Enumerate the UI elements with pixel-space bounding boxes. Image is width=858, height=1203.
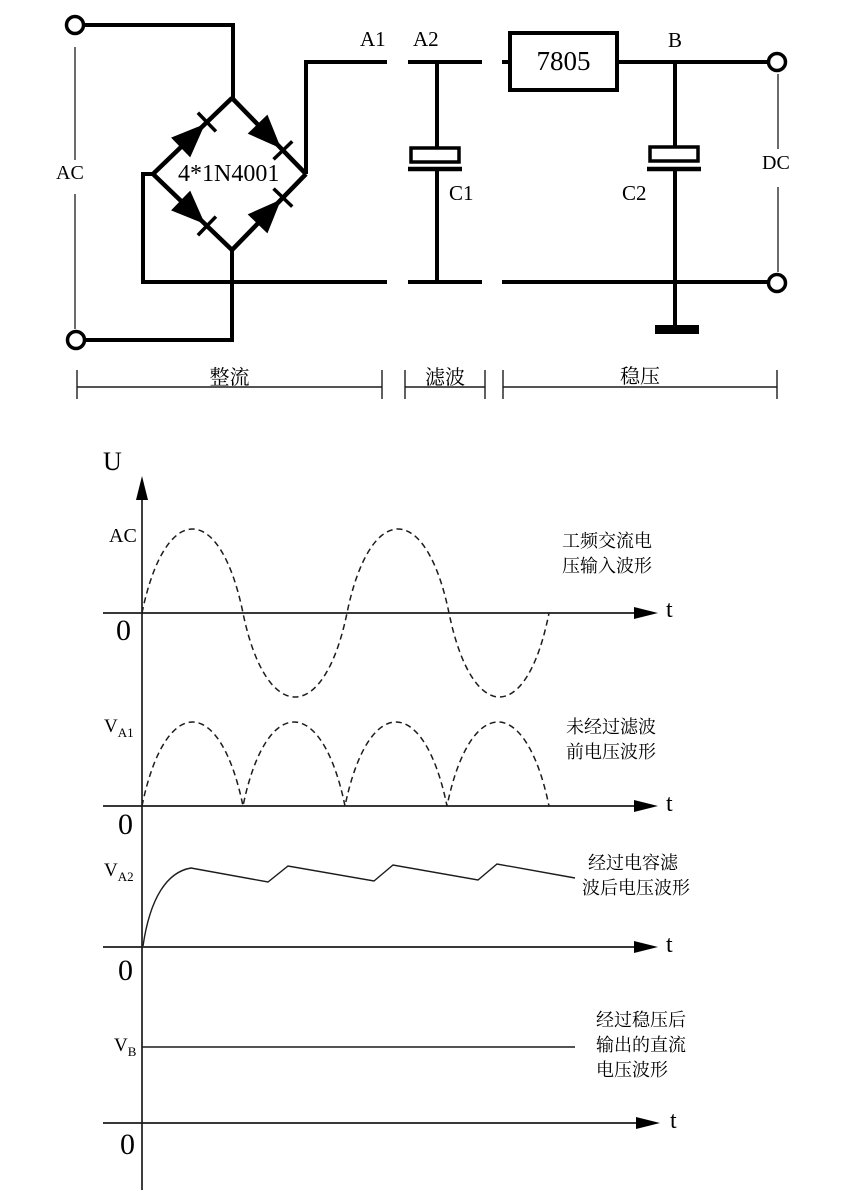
ground-icon — [655, 325, 699, 334]
u-axis-label: U — [103, 447, 122, 476]
node-a1-label: A1 — [360, 27, 386, 51]
trace-filtered — [143, 864, 575, 946]
t-axis-1-arrow-icon — [634, 607, 658, 619]
plot3-t-label: t — [666, 932, 673, 958]
node-b-label: B — [668, 28, 683, 52]
plot1-level-label: AC — [109, 525, 137, 547]
plot2-t-label: t — [666, 791, 673, 817]
bridge-part-label: 4*1N4001 — [178, 161, 280, 187]
capacitor-c2-icon — [647, 147, 701, 169]
cap1-label: C1 — [449, 181, 474, 205]
port-lines — [75, 47, 778, 329]
axes — [103, 498, 636, 1190]
t-axis-2-arrow-icon — [634, 800, 658, 812]
wire-top-rail-a — [306, 62, 387, 174]
node-a2-label: A2 — [413, 27, 439, 51]
section-label-filter: 滤波 — [425, 367, 465, 389]
plot2-origin-label: 0 — [118, 808, 133, 841]
u-axis-arrow-icon — [136, 476, 148, 500]
section-label-rectify: 整流 — [209, 367, 250, 389]
terminals — [67, 17, 786, 349]
terminal-ac-top-icon — [67, 17, 84, 34]
plot3-level-label: $V_{A2}$ — [104, 860, 134, 884]
plot4-annotation: 经过稳压后 输出的直流 电压波形 — [596, 1010, 686, 1080]
ac-source-label: AC — [56, 162, 84, 184]
plot4-origin-label: 0 — [120, 1128, 135, 1161]
plot3-origin-label: 0 — [118, 954, 133, 987]
plot1-t-label: t — [666, 597, 673, 623]
trace-rectified — [142, 722, 549, 806]
terminal-dc-top-icon — [769, 54, 786, 71]
wire-ac-top — [84, 25, 233, 100]
plot2-annotation: 未经过滤波 前电压波形 — [566, 717, 656, 762]
section-label-regulate: 稳压 — [620, 366, 660, 388]
plot1-annotation: 工频交流电 压输入波形 — [562, 531, 652, 576]
regulator-part-label: 7805 — [536, 46, 591, 76]
capacitor-c1-icon — [408, 148, 462, 169]
t-axis-3-arrow-icon — [634, 941, 658, 953]
plot3-annotation: 经过电容滤 波后电压波形 — [582, 853, 690, 898]
wire-ac-bottom — [85, 250, 232, 340]
plot1-origin-label: 0 — [116, 614, 131, 647]
plot2-level-label: $V_{A1}$ — [104, 716, 134, 740]
cap2-label: C2 — [622, 181, 647, 205]
t-axis-4-arrow-icon — [636, 1117, 660, 1129]
plot4-level-label: $V_B$ — [114, 1035, 137, 1059]
terminal-ac-bottom-icon — [68, 332, 85, 349]
dc-output-label: DC — [762, 152, 790, 174]
terminal-dc-bottom-icon — [769, 275, 786, 292]
plot4-t-label: t — [670, 1108, 677, 1134]
